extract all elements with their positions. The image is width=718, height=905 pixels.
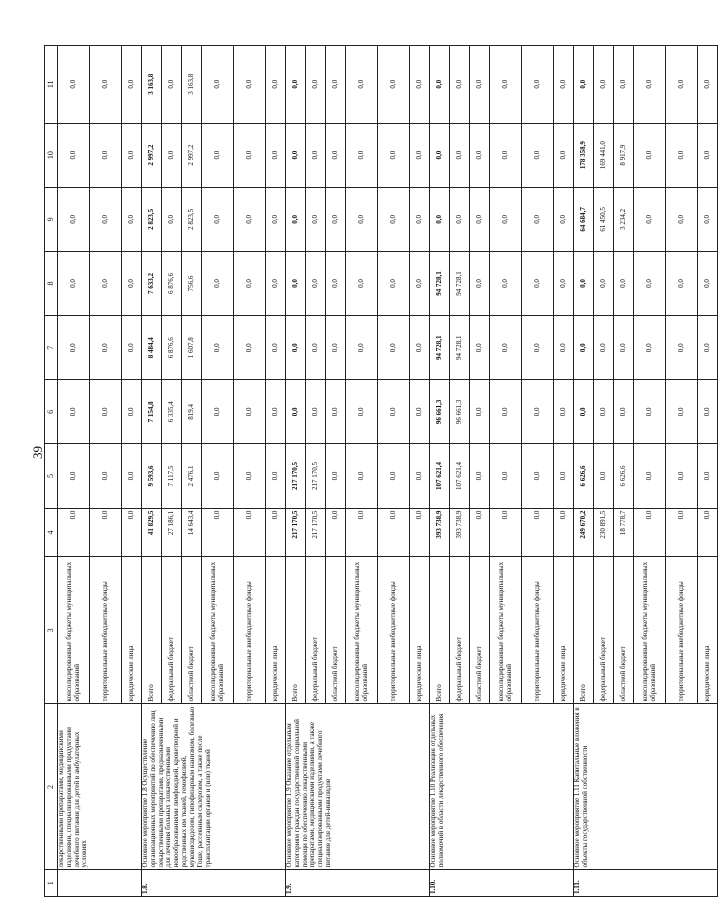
- year-value-cell: 0,0: [326, 316, 346, 380]
- year-value-cell: 0,0: [614, 316, 634, 380]
- year-value-cell: 0,0: [266, 444, 286, 508]
- funding-source-cell: Всего: [286, 557, 306, 704]
- year-value-cell: 3 234,2: [614, 187, 634, 251]
- year-value-cell: 0,0: [698, 316, 718, 380]
- year-value-cell: 2 476,1: [182, 444, 202, 508]
- item-name-cell: Основное мероприятие 1.10 Реализация отдельных полномочий в области лекарственного обеспечения: [430, 704, 574, 870]
- funding-source-cell: областной бюджет: [614, 557, 634, 704]
- year-value-cell: 0,0: [666, 444, 698, 508]
- total-value-cell: 18 778,7: [614, 508, 634, 557]
- year-value-cell: 0,0: [346, 251, 378, 315]
- year-value-cell: 0,0: [410, 251, 430, 315]
- year-value-cell: 0,0: [522, 380, 554, 444]
- funding-source-cell: территориальные внебюджетные фонды: [666, 557, 698, 704]
- year-value-cell: 0,0: [666, 316, 698, 380]
- year-value-cell: 0,0: [202, 123, 234, 187]
- funding-source-cell: юридические лица: [266, 557, 286, 704]
- page-number: 39: [30, 446, 45, 459]
- year-value-cell: 0,0: [58, 316, 90, 380]
- year-value-cell: 8 917,9: [614, 123, 634, 187]
- funding-source-cell: Всего: [142, 557, 162, 704]
- year-value-cell: 0,0: [58, 46, 90, 124]
- year-value-cell: 2 997,2: [142, 123, 162, 187]
- funding-source-cell: федеральный бюджет: [450, 557, 470, 704]
- year-value-cell: 0,0: [554, 251, 574, 315]
- year-value-cell: 0,0: [554, 316, 574, 380]
- year-value-cell: 0,0: [594, 316, 614, 380]
- item-name-cell: Основное мероприятие 1.9 Оказание отдельным категориям граждан государственной социальной помощи по обеспечению лекарственными препаратами, медицинскими изделиями, а также специализированными продуктами лечебного питания для детей-инвалидов: [286, 704, 430, 870]
- year-value-cell: 0,0: [306, 187, 326, 251]
- year-value-cell: 0,0: [202, 316, 234, 380]
- year-value-cell: 0,0: [666, 380, 698, 444]
- year-value-cell: 0,0: [450, 46, 470, 124]
- year-value-cell: 0,0: [430, 187, 450, 251]
- year-value-cell: 6 626,6: [574, 444, 594, 508]
- year-value-cell: 0,0: [90, 316, 122, 380]
- table-row: [430, 46, 450, 897]
- year-value-cell: 0,0: [470, 316, 490, 380]
- total-value-cell: 0,0: [410, 508, 430, 557]
- row-number-cell: 1.10.: [430, 870, 574, 897]
- funding-source-cell: территориальные внебюджетные фонды: [234, 557, 266, 704]
- year-value-cell: 0,0: [410, 46, 430, 124]
- year-value-cell: 6 876,6: [162, 316, 182, 380]
- column-number-cell: 10: [45, 123, 58, 187]
- year-value-cell: 0,0: [234, 444, 266, 508]
- year-value-cell: 0,0: [594, 444, 614, 508]
- total-value-cell: 0,0: [698, 508, 718, 557]
- year-value-cell: 0,0: [634, 123, 666, 187]
- year-value-cell: 0,0: [634, 444, 666, 508]
- funding-source-cell: федеральный бюджет: [306, 557, 326, 704]
- year-value-cell: 0,0: [306, 123, 326, 187]
- year-value-cell: 0,0: [234, 251, 266, 315]
- year-value-cell: 6 876,6: [162, 251, 182, 315]
- row-number-cell: 1.11.: [574, 870, 718, 897]
- year-value-cell: 0,0: [90, 187, 122, 251]
- year-value-cell: 0,0: [234, 380, 266, 444]
- column-number-cell: 5: [45, 444, 58, 508]
- year-value-cell: 0,0: [234, 187, 266, 251]
- year-value-cell: 0,0: [58, 251, 90, 315]
- year-value-cell: 8 484,4: [142, 316, 162, 380]
- funding-source-cell: юридические лица: [698, 557, 718, 704]
- year-value-cell: 0,0: [574, 380, 594, 444]
- year-value-cell: 0,0: [450, 123, 470, 187]
- row-number-cell: 1.8.: [142, 870, 286, 897]
- year-value-cell: 0,0: [522, 46, 554, 124]
- column-number-cell: 8: [45, 251, 58, 315]
- item-name-cell: Основное мероприятие 1.11 Капитальные вложения в объекты государственной собственности: [574, 704, 718, 870]
- year-value-cell: 0,0: [346, 444, 378, 508]
- year-value-cell: 0,0: [346, 187, 378, 251]
- year-value-cell: 0,0: [698, 444, 718, 508]
- year-value-cell: 0,0: [378, 380, 410, 444]
- year-value-cell: 0,0: [162, 46, 182, 124]
- year-value-cell: 0,0: [90, 123, 122, 187]
- column-number-cell: 6: [45, 380, 58, 444]
- column-number-cell: 1: [45, 870, 58, 897]
- year-value-cell: 0,0: [58, 187, 90, 251]
- total-value-cell: 0,0: [202, 508, 234, 557]
- funding-source-cell: территориальные внебюджетные фонды: [522, 557, 554, 704]
- year-value-cell: 0,0: [554, 46, 574, 124]
- year-value-cell: 0,0: [58, 444, 90, 508]
- year-value-cell: 0,0: [122, 444, 142, 508]
- funding-source-cell: консолидированные бюджеты муниципальных образований: [202, 557, 234, 704]
- year-value-cell: 0,0: [410, 123, 430, 187]
- year-value-cell: 64 684,7: [574, 187, 594, 251]
- total-value-cell: 0,0: [266, 508, 286, 557]
- total-value-cell: 0,0: [554, 508, 574, 557]
- year-value-cell: 0,0: [234, 316, 266, 380]
- year-value-cell: 0,0: [554, 187, 574, 251]
- column-number-cell: 2: [45, 704, 58, 870]
- year-value-cell: 0,0: [286, 251, 306, 315]
- year-value-cell: 0,0: [634, 251, 666, 315]
- year-value-cell: 0,0: [430, 46, 450, 124]
- year-value-cell: 0,0: [490, 46, 522, 124]
- year-value-cell: 0,0: [286, 46, 306, 124]
- year-value-cell: 0,0: [286, 316, 306, 380]
- year-value-cell: 0,0: [266, 187, 286, 251]
- year-value-cell: 7 154,8: [142, 380, 162, 444]
- funding-source-cell: юридические лица: [410, 557, 430, 704]
- year-value-cell: 178 358,9: [574, 123, 594, 187]
- year-value-cell: 0,0: [490, 380, 522, 444]
- column-number-cell: 4: [45, 508, 58, 557]
- year-value-cell: 0,0: [122, 123, 142, 187]
- funding-source-cell: областной бюджет: [470, 557, 490, 704]
- year-value-cell: 0,0: [202, 46, 234, 124]
- year-value-cell: 0,0: [306, 380, 326, 444]
- year-value-cell: 0,0: [378, 251, 410, 315]
- item-name-cell: Основное мероприятие 1.8 Осуществление организационных мероприятий по обеспечению лиц лекарственными препаратами, предназначенными для лечения больных злокачественными новообразованиями лимфоидной, кроветворной и родственных им тканей, гемофилией, муковисцидозом, гипофизарным нанизмом, болезнью Гоше, рассеянным склерозом, а также после трансплантации органов и (или) тканей: [142, 704, 286, 870]
- year-value-cell: 94 728,1: [430, 316, 450, 380]
- funding-source-cell: федеральный бюджет: [594, 557, 614, 704]
- total-value-cell: 0,0: [470, 508, 490, 557]
- year-value-cell: 94 728,1: [450, 316, 470, 380]
- total-value-cell: 27 186,1: [162, 508, 182, 557]
- year-value-cell: 0,0: [698, 187, 718, 251]
- row-number-cell: 1.9.: [286, 870, 430, 897]
- year-value-cell: 0,0: [522, 251, 554, 315]
- year-value-cell: 0,0: [470, 187, 490, 251]
- table-row: [58, 46, 90, 897]
- year-value-cell: 96 661,3: [450, 380, 470, 444]
- year-value-cell: 0,0: [666, 46, 698, 124]
- year-value-cell: 61 450,5: [594, 187, 614, 251]
- year-value-cell: 0,0: [554, 380, 574, 444]
- funding-source-cell: федеральный бюджет: [162, 557, 182, 704]
- year-value-cell: 217 170,5: [286, 444, 306, 508]
- total-value-cell: 0,0: [634, 508, 666, 557]
- year-value-cell: 2 823,5: [142, 187, 162, 251]
- total-value-cell: 230 891,5: [594, 508, 614, 557]
- year-value-cell: 0,0: [346, 316, 378, 380]
- year-value-cell: 3 163,8: [142, 46, 162, 124]
- total-value-cell: 0,0: [122, 508, 142, 557]
- year-value-cell: 0,0: [450, 187, 470, 251]
- year-value-cell: 0,0: [58, 123, 90, 187]
- year-value-cell: 0,0: [634, 187, 666, 251]
- total-value-cell: 0,0: [378, 508, 410, 557]
- year-value-cell: 6 626,6: [614, 444, 634, 508]
- year-value-cell: 0,0: [522, 316, 554, 380]
- total-value-cell: 0,0: [90, 508, 122, 557]
- total-value-cell: 0,0: [490, 508, 522, 557]
- total-value-cell: 393 738,9: [430, 508, 450, 557]
- year-value-cell: 0,0: [634, 46, 666, 124]
- funding-source-cell: консолидированные бюджеты муниципальных образований: [58, 557, 90, 704]
- funding-source-cell: консолидированные бюджеты муниципальных образований: [490, 557, 522, 704]
- year-value-cell: 0,0: [58, 380, 90, 444]
- year-value-cell: 0,0: [378, 316, 410, 380]
- funding-source-cell: юридические лица: [122, 557, 142, 704]
- budget-table: [44, 45, 718, 897]
- year-value-cell: 0,0: [346, 123, 378, 187]
- year-value-cell: 1 607,8: [182, 316, 202, 380]
- funding-source-cell: территориальные внебюджетные фонды: [378, 557, 410, 704]
- total-value-cell: 41 829,5: [142, 508, 162, 557]
- year-value-cell: 0,0: [430, 123, 450, 187]
- year-value-cell: 0,0: [614, 251, 634, 315]
- year-value-cell: 0,0: [326, 187, 346, 251]
- year-value-cell: 0,0: [470, 380, 490, 444]
- year-value-cell: 0,0: [490, 316, 522, 380]
- table-row: [286, 46, 306, 897]
- year-value-cell: 2 823,5: [182, 187, 202, 251]
- year-value-cell: 0,0: [90, 380, 122, 444]
- total-value-cell: 217 170,5: [306, 508, 326, 557]
- year-value-cell: 0,0: [346, 380, 378, 444]
- year-value-cell: 0,0: [490, 123, 522, 187]
- year-value-cell: 0,0: [122, 187, 142, 251]
- continued-item-cell: лекарственными препаратами, медицинскими изделиями, специализированными продуктами лечебного питания для детей в амбулаторных условиях: [58, 704, 142, 870]
- year-value-cell: 94 728,1: [450, 251, 470, 315]
- year-value-cell: 0,0: [286, 123, 306, 187]
- table-body: [45, 46, 718, 897]
- year-value-cell: 0,0: [326, 444, 346, 508]
- year-value-cell: 0,0: [698, 46, 718, 124]
- funding-source-cell: территориальные внебюджетные фонды: [90, 557, 122, 704]
- year-value-cell: 94 728,1: [430, 251, 450, 315]
- year-value-cell: 0,0: [286, 380, 306, 444]
- year-value-cell: 0,0: [378, 187, 410, 251]
- year-value-cell: 7 633,2: [142, 251, 162, 315]
- year-value-cell: 0,0: [698, 123, 718, 187]
- year-value-cell: 3 163,8: [182, 46, 202, 124]
- year-value-cell: 0,0: [634, 380, 666, 444]
- year-value-cell: 0,0: [490, 187, 522, 251]
- year-value-cell: 0,0: [410, 380, 430, 444]
- column-number-cell: 7: [45, 316, 58, 380]
- year-value-cell: 0,0: [326, 380, 346, 444]
- year-value-cell: 0,0: [234, 46, 266, 124]
- year-value-cell: 0,0: [614, 46, 634, 124]
- year-value-cell: 0,0: [122, 46, 142, 124]
- year-value-cell: 0,0: [202, 251, 234, 315]
- year-value-cell: 0,0: [594, 46, 614, 124]
- total-value-cell: 0,0: [346, 508, 378, 557]
- year-value-cell: 0,0: [306, 251, 326, 315]
- funding-source-cell: Всего: [574, 557, 594, 704]
- year-value-cell: 819,4: [182, 380, 202, 444]
- year-value-cell: 0,0: [666, 187, 698, 251]
- year-value-cell: 0,0: [378, 123, 410, 187]
- year-value-cell: 0,0: [162, 187, 182, 251]
- year-value-cell: 0,0: [286, 187, 306, 251]
- year-value-cell: 107 621,4: [430, 444, 450, 508]
- funding-source-cell: консолидированные бюджеты муниципальных образований: [634, 557, 666, 704]
- year-value-cell: 0,0: [522, 187, 554, 251]
- year-value-cell: 0,0: [522, 123, 554, 187]
- year-value-cell: 0,0: [90, 46, 122, 124]
- year-value-cell: 0,0: [326, 123, 346, 187]
- year-value-cell: 0,0: [410, 316, 430, 380]
- year-value-cell: 0,0: [554, 444, 574, 508]
- year-value-cell: 0,0: [470, 123, 490, 187]
- table-row: [142, 46, 162, 897]
- year-value-cell: 0,0: [122, 380, 142, 444]
- year-value-cell: 107 621,4: [450, 444, 470, 508]
- year-value-cell: 169 441,0: [594, 123, 614, 187]
- year-value-cell: 0,0: [574, 316, 594, 380]
- column-number-cell: 3: [45, 557, 58, 704]
- year-value-cell: 217 170,5: [306, 444, 326, 508]
- year-value-cell: 0,0: [470, 444, 490, 508]
- year-value-cell: 9 593,6: [142, 444, 162, 508]
- total-value-cell: 14 643,4: [182, 508, 202, 557]
- year-value-cell: 0,0: [574, 251, 594, 315]
- row-number-cell: [58, 870, 142, 897]
- year-value-cell: 0,0: [234, 123, 266, 187]
- funding-source-cell: областной бюджет: [182, 557, 202, 704]
- year-value-cell: 0,0: [266, 123, 286, 187]
- year-value-cell: 0,0: [666, 123, 698, 187]
- year-value-cell: 0,0: [522, 444, 554, 508]
- year-value-cell: 0,0: [266, 316, 286, 380]
- year-value-cell: 96 661,3: [430, 380, 450, 444]
- year-value-cell: 6 335,4: [162, 380, 182, 444]
- total-value-cell: 0,0: [326, 508, 346, 557]
- year-value-cell: 0,0: [346, 46, 378, 124]
- total-value-cell: 217 170,5: [286, 508, 306, 557]
- total-value-cell: 0,0: [666, 508, 698, 557]
- year-value-cell: 0,0: [634, 316, 666, 380]
- funding-source-cell: областной бюджет: [326, 557, 346, 704]
- year-value-cell: 0,0: [266, 251, 286, 315]
- total-value-cell: 249 670,2: [574, 508, 594, 557]
- funding-source-cell: Всего: [430, 557, 450, 704]
- year-value-cell: 0,0: [306, 316, 326, 380]
- year-value-cell: 0,0: [410, 187, 430, 251]
- year-value-cell: 0,0: [470, 46, 490, 124]
- year-value-cell: 0,0: [306, 46, 326, 124]
- table-row: [574, 46, 594, 897]
- column-number-cell: 9: [45, 187, 58, 251]
- year-value-cell: 0,0: [266, 46, 286, 124]
- total-value-cell: 393 738,9: [450, 508, 470, 557]
- year-value-cell: 0,0: [698, 380, 718, 444]
- total-value-cell: 0,0: [58, 508, 90, 557]
- year-value-cell: 0,0: [162, 123, 182, 187]
- year-value-cell: 0,0: [266, 380, 286, 444]
- year-value-cell: 0,0: [122, 251, 142, 315]
- year-value-cell: 0,0: [554, 123, 574, 187]
- year-value-cell: 0,0: [326, 46, 346, 124]
- funding-source-cell: консолидированные бюджеты муниципальных образований: [346, 557, 378, 704]
- year-value-cell: 0,0: [202, 380, 234, 444]
- year-value-cell: 0,0: [378, 46, 410, 124]
- column-number-cell: 11: [45, 46, 58, 124]
- total-value-cell: 0,0: [522, 508, 554, 557]
- year-value-cell: 0,0: [378, 444, 410, 508]
- year-value-cell: 7 117,5: [162, 444, 182, 508]
- year-value-cell: 0,0: [490, 444, 522, 508]
- year-value-cell: 0,0: [698, 251, 718, 315]
- year-value-cell: 0,0: [326, 251, 346, 315]
- year-value-cell: 0,0: [490, 251, 522, 315]
- year-value-cell: 0,0: [202, 444, 234, 508]
- year-value-cell: 0,0: [202, 187, 234, 251]
- year-value-cell: 0,0: [666, 251, 698, 315]
- year-value-cell: 0,0: [470, 251, 490, 315]
- year-value-cell: 756,6: [182, 251, 202, 315]
- year-value-cell: 0,0: [594, 380, 614, 444]
- total-value-cell: 0,0: [234, 508, 266, 557]
- year-value-cell: 0,0: [90, 251, 122, 315]
- year-value-cell: 0,0: [410, 444, 430, 508]
- year-value-cell: 0,0: [122, 316, 142, 380]
- year-value-cell: 2 997,2: [182, 123, 202, 187]
- year-value-cell: 0,0: [574, 46, 594, 124]
- header-row: [45, 46, 58, 897]
- funding-source-cell: юридические лица: [554, 557, 574, 704]
- year-value-cell: 0,0: [614, 380, 634, 444]
- year-value-cell: 0,0: [90, 444, 122, 508]
- year-value-cell: 0,0: [594, 251, 614, 315]
